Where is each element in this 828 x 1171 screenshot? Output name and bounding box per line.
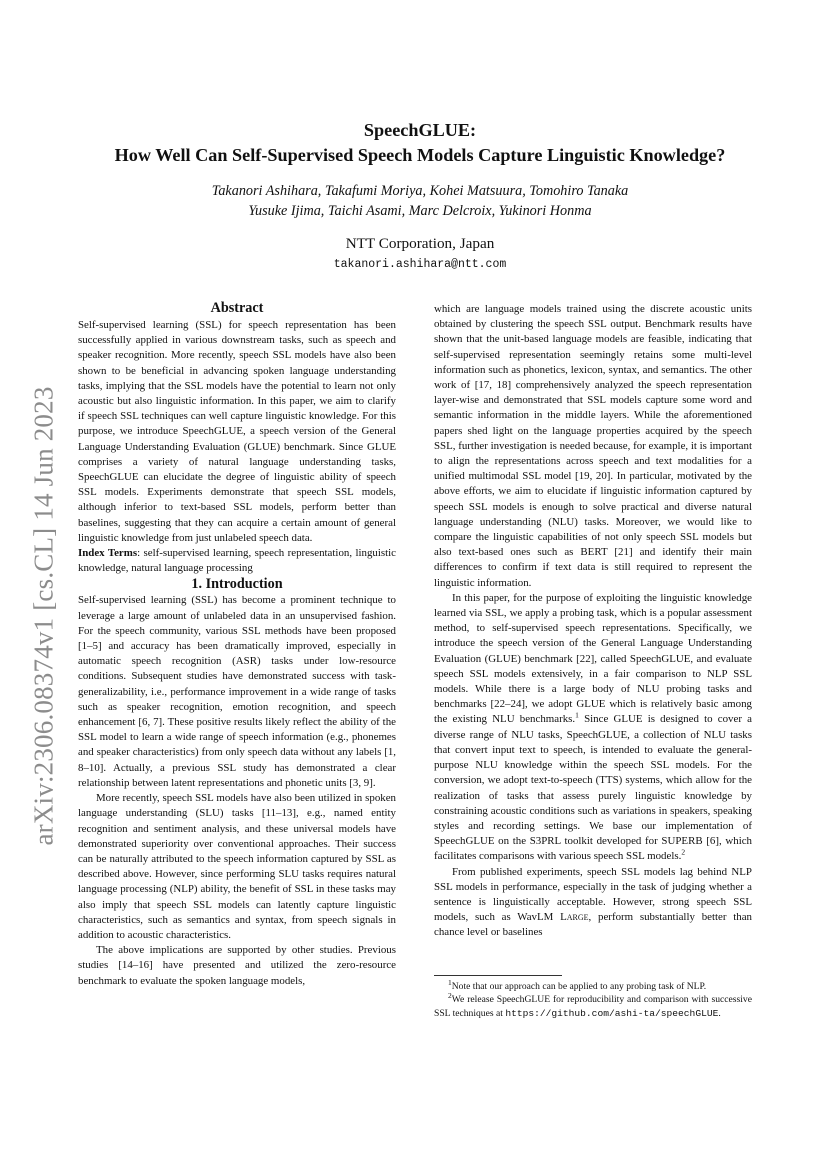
footnote-1-text: Note that our approach can be applied to any probing task of NLP. (451, 981, 707, 992)
intro-paragraph-3: The above implications are supported by other studies. Previous studies [14–16] have presented and utilized the zero-resource benchmark to evaluate the spoken language models, (78, 944, 396, 987)
index-terms (78, 546, 396, 576)
introduction-heading: 1. Introduction (191, 576, 283, 593)
affiliation: NTT Corporation, Japan (345, 235, 495, 252)
intro-paragraph-4 (434, 591, 752, 865)
intro-paragraph-2: More recently, speech SSL models have also been utilized in spoken language understanding (SLU) tasks [11–13], e.g., named entity recognition and sentiment analysis, and these universal models have demonstrated superiority over conventional approaches. Their success can be naturally attributed to the speech information captured by SSL as described above. However, since performing SLU tasks requires natural language processing (NLP) ability, the benefit of SSL in these tasks may also imply that speech SSL models can latently capture linguistic characteristics, such as semantics and syntax, from speech signals in addition to acoustic characteristics. (78, 792, 396, 941)
title-line-2: How Well Can Self-Supervised Speech Models Capture Linguistic Knowledge? (114, 145, 726, 165)
index-terms-text: : self-supervised learning, speech representation, linguistic knowledge, natural language processing (78, 547, 396, 575)
contact-email: takanori.ashihara@ntt.com (333, 258, 507, 271)
index-terms-label: Index Terms (78, 547, 138, 560)
footnote-2-end: . (718, 1007, 721, 1019)
left-column (78, 300, 396, 989)
intro-paragraph-5-part-a: From published experiments, speech SSL models lag behind NLP SSL models in performance, especially in the task of judging whether a sentence is linguistically acceptable. However, strong speech SSL models, such as WavLM (434, 865, 752, 924)
footnote-1-mark: 1 (448, 977, 452, 987)
footnote-1 (434, 977, 752, 993)
abstract-heading: Abstract (210, 300, 264, 316)
model-size-large: Large (560, 911, 589, 924)
authors-line-2: Yusuke Ijima, Taichi Asami, Marc Delcroix, Yukinori Honma (248, 202, 592, 219)
paper-title (70, 118, 770, 168)
footnote-ref-1[interactable]: 1 (575, 710, 579, 720)
arxiv-identifier-text: arXiv:2306.08374v1 [cs.CL] 14 Jun 2023 (28, 386, 59, 846)
intro-paragraph-4-part-b: Since GLUE is designed to cover a diverse range of NLU tasks, SpeechGLUE, a collection of NLU tasks that convert input text to speech, is intended to evaluate the general-purpose NLU knowledge within the speech SSL models. For the conversion, we adopt text-to-speech (TTS) systems, which allow for the realization of tasks that assess purely linguistic knowledge by constraining acoustic conditions such as variations in speakers, speaking styles and recording settings. We base our implementation of SpeechGLUE on the S3PRL toolkit developed for SUPERB [6], which facilitates comparisons with various speech SSL models. (434, 713, 752, 863)
repository-link[interactable]: https://github.com/ashi-ta/speechGLUE (505, 1007, 719, 1019)
author-list (70, 182, 770, 221)
intro-paragraph-1: Self-supervised learning (SSL) has become a prominent technique to leverage a large amount of unlabeled data in an unsupervised fashion. For the speech community, various SSL methods have been proposed [1–5] and accuracy has been dramatically improved, especially in automatic speech recognition (ASR) tasks under low-resource conditions. Subsequent studies have demonstrated success with task-generalizability, i.e., performance improvement in a wide range of tasks such as speaker recognition, emotion recognition, and speech enhancement [6, 7]. These positive results likely reflect the ability of the SSL model to learn a wide range of speech information (e.g., phonemes and speaker characteristics) from only speech data without any labels [1, 8–10]. Actually, a previous SSL study has demonstrated a clear relationship between latent representations and phonetic units [3, 9]. (78, 594, 396, 789)
intro-paragraph-5-part-b: , perform substantially better than chance level or baselines (434, 911, 752, 939)
footnote-2-mark: 2 (448, 991, 452, 1001)
footnote-2 (434, 993, 752, 1020)
intro-paragraph-3-continued: which are language models trained using the discrete acoustic units obtained by clustering the speech SSL output. Benchmark results have shown that the unit-based language models are feasible, indicating that self-supervised representation seemingly retains some multi-level information such as phonetics, lexicon, syntax, and semantics. The other work of [17, 18] comprehensively analyzed the speech representation layer-wise and demonstrated that SSL models capture some word and semantic information in the middle layers. While the aforementioned papers shed light on the language properties acquired by the speech SSL, further investigation is needed because, for example, it is important to align the representations across speech and text modalities for a unified multimodal SSL model [19, 20]. In particular, motivated by the above efforts, we aim to elucidate if linguistic information captured by speech SSL models is enough to solve practical and diverse natural language understanding (NLU) tasks. Moreover, we would like to compare the linguistic capabilities of not only speech SSL models but also text-based ones such as BERT [21] and identify their main differences to confirm if text data is still required to represent the linguistic information. (434, 303, 752, 589)
title-line-1: SpeechGLUE: (363, 120, 477, 140)
footnotes (434, 977, 752, 1020)
footnote-ref-2[interactable]: 2 (681, 847, 686, 857)
intro-paragraph-4-part-a: In this paper, for the purpose of exploiting the linguistic knowledge learned via SSL, we apply a probing task, which is a popular assessment method, to self-supervised speech representations. Specifically, we introduce the speech version of the General Language Understanding Evaluation (GLUE) benchmark [22], called SpeechGLUE, and evaluate speech SSL models extensively, in a fair comparison to NLP SSL models. While there is a large body of NLU probing tasks and benchmarks [22–24], we adopt GLUE which is relatively basic among the existing NLU benchmarks. (434, 591, 752, 726)
arxiv-identifier (24, 366, 64, 866)
intro-paragraph-5 (434, 865, 752, 941)
abstract-text: Self-supervised learning (SSL) for speech representation has been successfully applied in various downstream tasks, such as speech and speaker recognition. More recently, speech SSL models have also been shown to be beneficial in advancing spoken language understanding tasks, implying that the SSL models have the potential to learn not only acoustic but also linguistic information. In this paper, we aim to clarify if speech SSL techniques can well capture linguistic knowledge. For this purpose, we introduce SpeechGLUE, a speech version of the General Language Understanding Evaluation (GLUE) benchmark. Since GLUE comprises a variety of natural language understanding tasks, SpeechGLUE can elucidate the degree of linguistic ability of speech SSL models. Experiments demonstrate that speech SSL models, although inferior to text-based SSL models, perform better than baselines, suggesting that they can acquire a certain amount of general linguistic knowledge from just unlabeled speech data. (78, 319, 396, 544)
footnote-rule (434, 975, 562, 976)
right-column (434, 302, 752, 941)
authors-line-1: Takanori Ashihara, Takafumi Moriya, Kohei Matsuura, Tomohiro Tanaka (211, 183, 629, 199)
footnote-2-text: We release SpeechGLUE for reproducibility and comparison with successive SSL techniques at (434, 994, 752, 1019)
